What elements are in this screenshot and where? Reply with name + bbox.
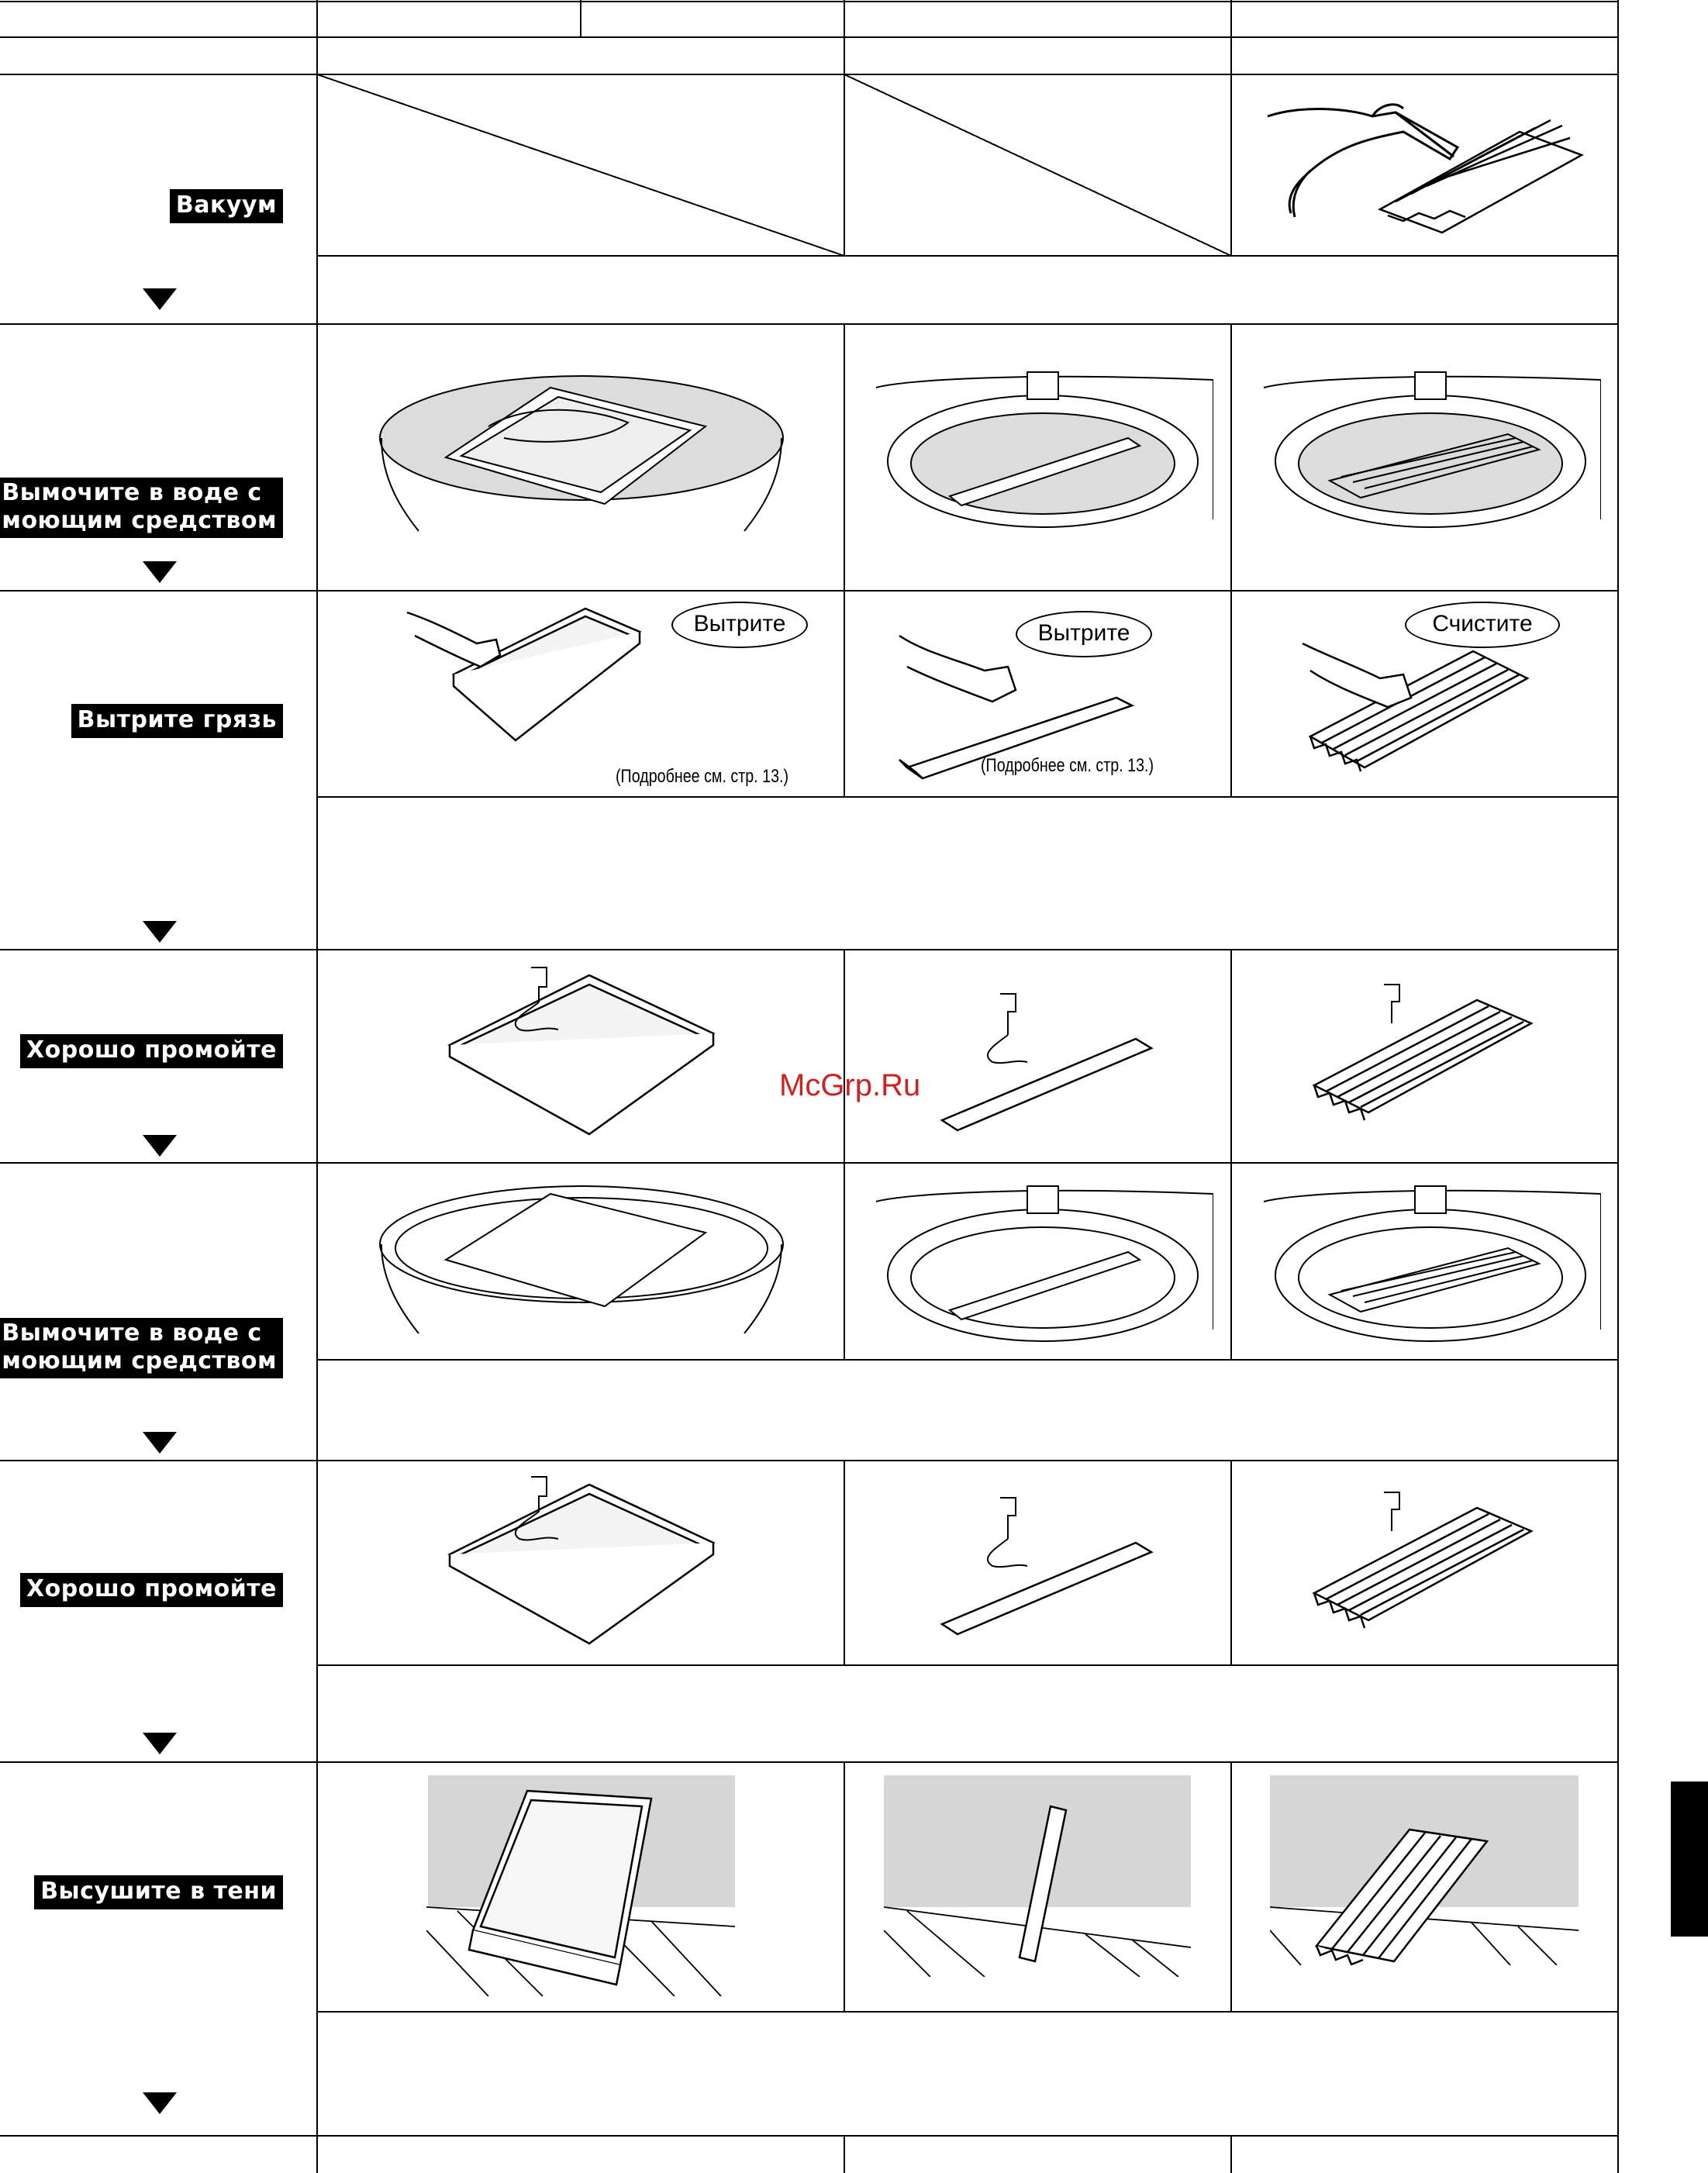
see-page-note-2: (Подробнее см. стр. 13.) bbox=[981, 755, 1154, 776]
watermark: McGrp.Ru bbox=[779, 1068, 921, 1102]
soak-corrugated-sink-illustration-2 bbox=[1260, 1178, 1601, 1349]
vacuum-corrugated-filter-illustration bbox=[1256, 85, 1597, 248]
dry-panel-illustration bbox=[426, 1775, 737, 1996]
rinse-bar-illustration bbox=[926, 985, 1159, 1140]
soak-panel-basin-illustration bbox=[372, 372, 791, 535]
wipe-callout-2-text: Вытрите bbox=[1037, 620, 1130, 646]
down-arrow-icon bbox=[143, 1733, 177, 1754]
rinse-panel-illustration-2 bbox=[434, 1469, 721, 1663]
step-label-rinse: Хорошо промойте bbox=[20, 1034, 283, 1068]
rinse-corrugated-illustration-2 bbox=[1306, 1485, 1539, 1647]
soak-bar-sink-illustration bbox=[872, 364, 1213, 539]
step-label-wipe: Вытрите грязь bbox=[71, 704, 283, 738]
step-label-soak-line2: моющим средством bbox=[2, 507, 277, 534]
down-arrow-icon bbox=[143, 288, 177, 310]
brush-callout bbox=[1405, 602, 1560, 648]
wipe-panel-illustration bbox=[399, 597, 647, 783]
dry-corrugated-illustration bbox=[1270, 1775, 1580, 1965]
wipe-callout-2 bbox=[1016, 611, 1152, 657]
step-label-soak bbox=[0, 478, 283, 538]
down-arrow-icon bbox=[143, 561, 177, 583]
step-label-soak-2 bbox=[0, 1318, 283, 1378]
soak-bar-sink-illustration-2 bbox=[872, 1178, 1213, 1349]
step-label-soak-2-line1: Вымочите в воде с bbox=[2, 1319, 262, 1347]
wipe-callout-1 bbox=[671, 602, 808, 648]
wipe-callout-1-text: Вытрите bbox=[693, 611, 786, 636]
soak-panel-basin-illustration-2 bbox=[372, 1182, 791, 1337]
step-label-dry: Высушите в тени bbox=[34, 1875, 283, 1909]
step-label-soak-line1: Вымочите в воде с bbox=[2, 479, 262, 506]
step-label-rinse-2: Хорошо промойте bbox=[20, 1573, 283, 1607]
down-arrow-icon bbox=[143, 2092, 177, 2114]
step-label-soak-2-line2: моющим средством bbox=[2, 1347, 277, 1375]
chapter-tab bbox=[1671, 1782, 1708, 1937]
soak-corrugated-sink-illustration bbox=[1260, 364, 1601, 539]
brush-callout-text: Счистите bbox=[1432, 611, 1533, 636]
dry-bar-illustration bbox=[884, 1775, 1194, 1977]
down-arrow-icon bbox=[143, 921, 177, 943]
rinse-bar-illustration-2 bbox=[926, 1488, 1159, 1644]
down-arrow-icon bbox=[143, 1432, 177, 1454]
see-page-note-1: (Подробнее см. стр. 13.) bbox=[616, 766, 789, 787]
rinse-corrugated-illustration bbox=[1306, 977, 1539, 1140]
down-arrow-icon bbox=[143, 1135, 177, 1157]
step-label-vacuum: Вакуум bbox=[170, 189, 283, 223]
rinse-panel-illustration bbox=[434, 960, 721, 1154]
